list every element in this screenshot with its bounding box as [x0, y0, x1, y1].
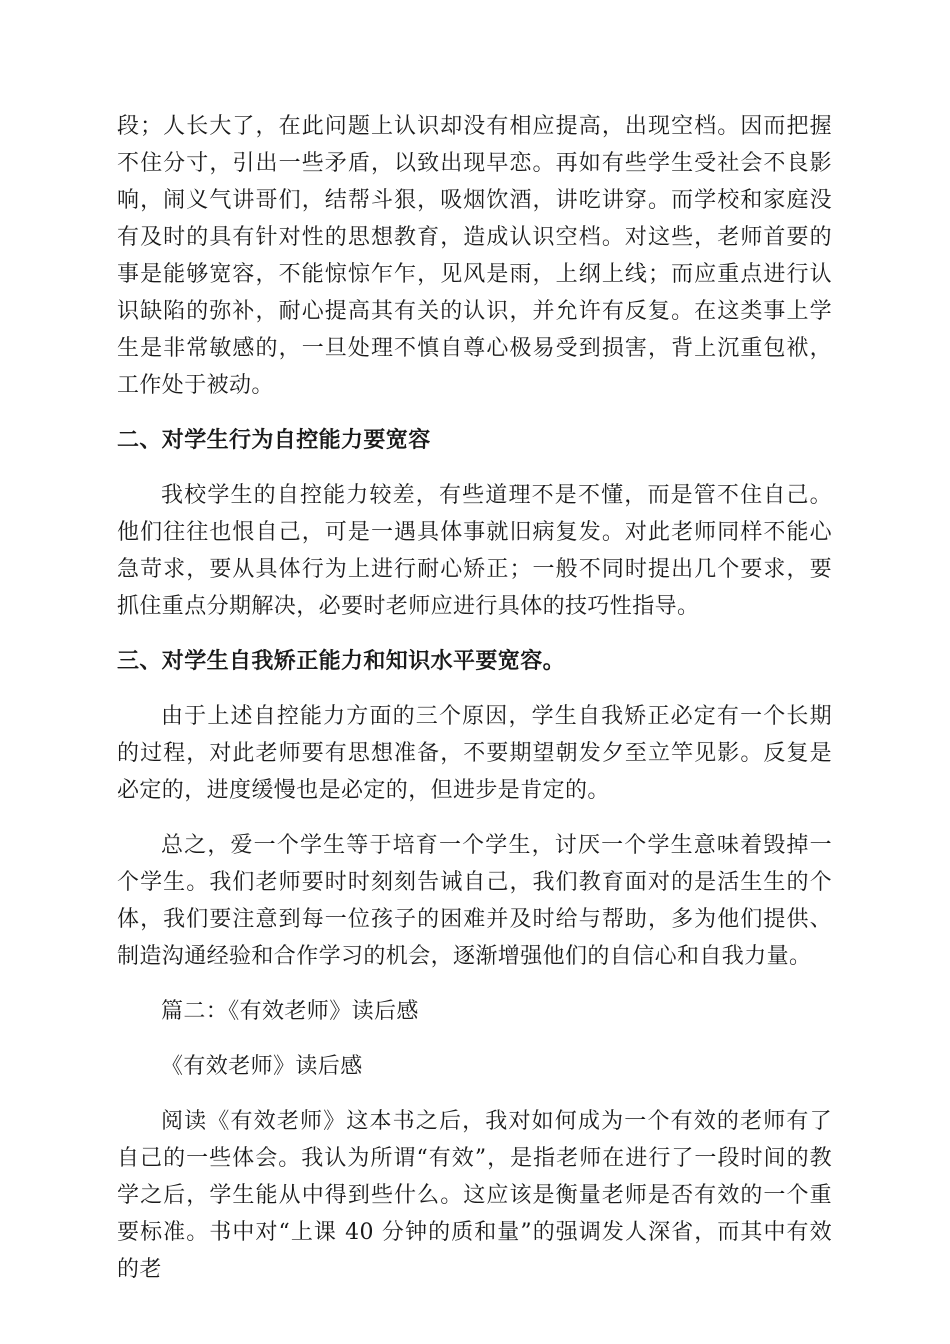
paragraph-reading-reflection: 阅读《有效老师》这本书之后，我对如何成为一个有效的老师有了自己的一些体会。我认为所谓“有效”，是指老师在进行了一段时间的教学之后，学生能从中得到些什么。这应该是衡量老师是否有效的一个重要标准。书中对“上课 40 分钟的质和量”的强调发人深省，而其中有效的老 — [117, 1109, 832, 1282]
paragraph-summary: 总之，爱一个学生等于培育一个学生，讨厌一个学生意味着毁掉一个学生。我们老师要时时刻刻告诫自己，我们教育面对的是活生生的个体，我们要注意到每一位孩子的困难并及时给与帮助，多为他们提供、制造沟通经验和合作学习的机会，逐渐增强他们的自信心和自我力量。 — [117, 833, 832, 969]
paragraph-self-correction: 由于上述自控能力方面的三个原因，学生自我矫正必定有一个长期的过程，对此老师要有思想准备，不要期望朝发夕至立竿见影。反复是必定的，进度缓慢也是必定的，但进步是肯定的。 — [117, 704, 832, 803]
section-title: 篇二：《有效老师》读后感 — [161, 999, 419, 1024]
document-page — [117, 108, 832, 1306]
paragraph-self-control: 我校学生的自控能力较差，有些道理不是不懂，而是管不住自己。他们往往也恨自己，可是一遇具体事就旧病复发。对此老师同样不能心急苛求，要从具体行为上进行耐心矫正；一般不同时提出几个要求，要抓住重点分期解决，必要时老师应进行具体的技巧性指导。 — [117, 483, 832, 619]
section-heading-3: 三、对学生自我矫正能力和知识水平要宽容。 — [117, 649, 566, 674]
book-title: 《有效老师》读后感 — [161, 1054, 363, 1079]
section-heading-2: 二、对学生行为自控能力要宽容 — [117, 428, 431, 453]
paragraph-continuation: 段；人长大了，在此问题上认识却没有相应提高，出现空档。因而把握不住分寸，引出一些矛盾，以致出现早恋。再如有些学生受社会不良影响，闹义气讲哥们，结帮斗狠，吸烟饮酒，讲吃讲穿。而学校和家庭没有及时的具有针对性的思想教育，造成认识空档。对这些，老师首要的事是能够宽容，不能惊惊乍乍，见风是雨，上纲上线；而应重点进行认识缺陷的弥补，耐心提高其有关的认识，并允许有反复。在这类事上学生是非常敏感的，一旦处理不慎自尊心极易受到损害，背上沉重包袱，工作处于被动。 — [117, 114, 832, 398]
